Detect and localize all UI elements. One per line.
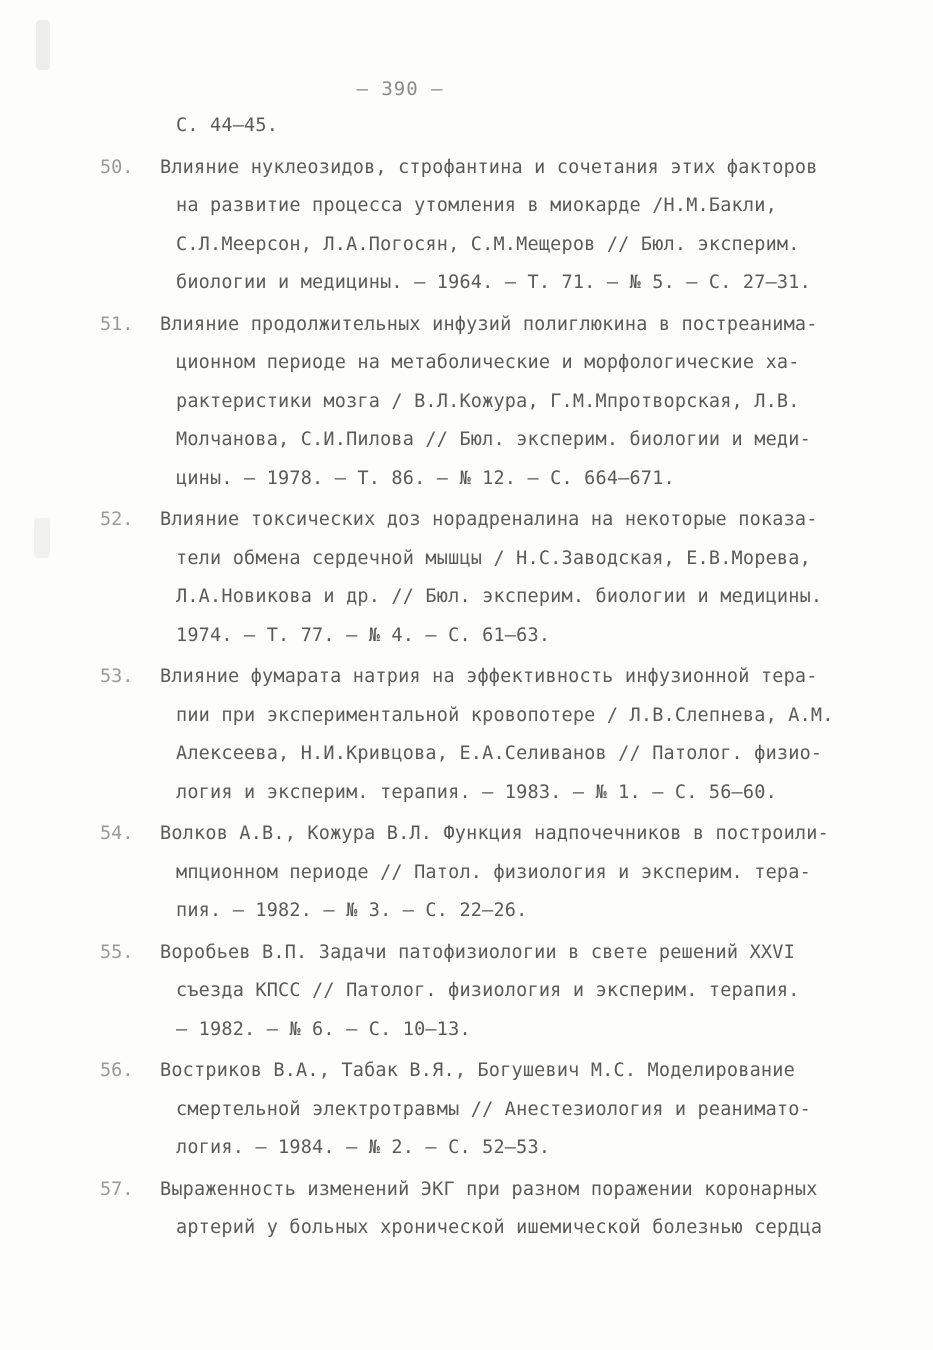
entry-line: артерий у больных хронической ишемической болезнью сердца bbox=[176, 1217, 823, 1238]
entry-line: Выраженность изменений ЭКГ при разном поражении коронарных bbox=[160, 1178, 818, 1200]
entry-line: тели обмена сердечной мышцы / Н.С.Заводская, Е.В.Морева, bbox=[176, 547, 811, 569]
entry-line: Влияние токсических доз норадреналина на некоторые показа- bbox=[160, 509, 818, 530]
page-number: – 390 – bbox=[356, 78, 444, 100]
entry-number: 53. bbox=[100, 666, 134, 687]
entry-number: 56. bbox=[100, 1060, 134, 1081]
entry-line: цины. – 1978. – Т. 86. – № 12. – С. 664–671. bbox=[176, 467, 675, 489]
entry-line: логия и эксперим. терапия. – 1983. – № 1. – С. 56–60. bbox=[176, 781, 777, 803]
margin-blot bbox=[36, 20, 50, 70]
entry-line: С.Л.Меерсон, Л.А.Погосян, С.М.Мещеров // Бюл. эксперим. bbox=[176, 233, 800, 255]
entry-number: 52. bbox=[100, 509, 134, 530]
entry-line: Л.А.Новикова и др. // Бюл. эксперим. биологии и медицины. bbox=[176, 586, 823, 607]
entry-number: 54. bbox=[100, 823, 134, 844]
entry-line: биологии и медицины. – 1964. – Т. 71. – № 5. – С. 27–31. bbox=[176, 272, 811, 293]
entry-line: Влияние продолжительных инфузий полиглюкина в постреанима- bbox=[160, 313, 818, 335]
previous-entry-tail: С. 44–45. bbox=[176, 115, 279, 136]
entry-line: Востриков В.А., Табак В.Я., Богушевич М.С. Моделирование bbox=[160, 1060, 795, 1081]
margin-blot bbox=[34, 518, 50, 558]
entry-line: рактеристики мозга / В.Л.Кожура, Г.М.Мпротворская, Л.В. bbox=[176, 390, 800, 412]
entry-number: 57. bbox=[100, 1178, 134, 1200]
entry-line: логия. – 1984. – № 2. – С. 52–53. bbox=[176, 1137, 551, 1158]
entry-line: мпционном периоде // Патол. физиология и эксперим. тера- bbox=[176, 861, 811, 883]
entry-number: 50. bbox=[100, 156, 134, 178]
entry-line: ционном периоде на метаболические и морфологические ха- bbox=[176, 352, 800, 373]
entry-line: пия. – 1982. – № 3. – С. 22–26. bbox=[176, 900, 528, 921]
entry-line: Молчанова, С.И.Пилова // Бюл. эксперим. биологии и меди- bbox=[176, 429, 811, 450]
entry-line: Воробьев В.П. Задачи патофизиологии в свете решений XXVI bbox=[160, 941, 795, 963]
entry-line: на развитие процесса утомления в миокарде /Н.М.Бакли, bbox=[176, 195, 777, 216]
entry-line: – 1982. – № 6. – С. 10–13. bbox=[176, 1018, 471, 1040]
entry-line: Алексеева, Н.И.Кривцова, Е.А.Селиванов // Патолог. физио- bbox=[176, 743, 823, 764]
entry-line: Волков А.В., Кожура В.Л. Функция надпочечников в построили- bbox=[160, 823, 829, 844]
entry-line: съезда КПСС // Патолог. физиология и эксперим. терапия. bbox=[176, 980, 800, 1001]
entry-line: Влияние фумарата натрия на эффективность инфузионной тера- bbox=[160, 666, 818, 687]
entry-number: 51. bbox=[100, 313, 134, 335]
entry-line: пии при экспериментальной кровопотере / Л.В.Слепнева, А.М. bbox=[176, 704, 834, 726]
entry-line: смертельной электротравмы // Анестезиология и реанимато- bbox=[176, 1098, 811, 1120]
entry-number: 55. bbox=[100, 941, 134, 963]
entry-line: Влияние нуклеозидов, строфантина и сочетания этих факторов bbox=[160, 156, 818, 178]
entry-line: 1974. – Т. 77. – № 4. – С. 61–63. bbox=[176, 624, 551, 646]
